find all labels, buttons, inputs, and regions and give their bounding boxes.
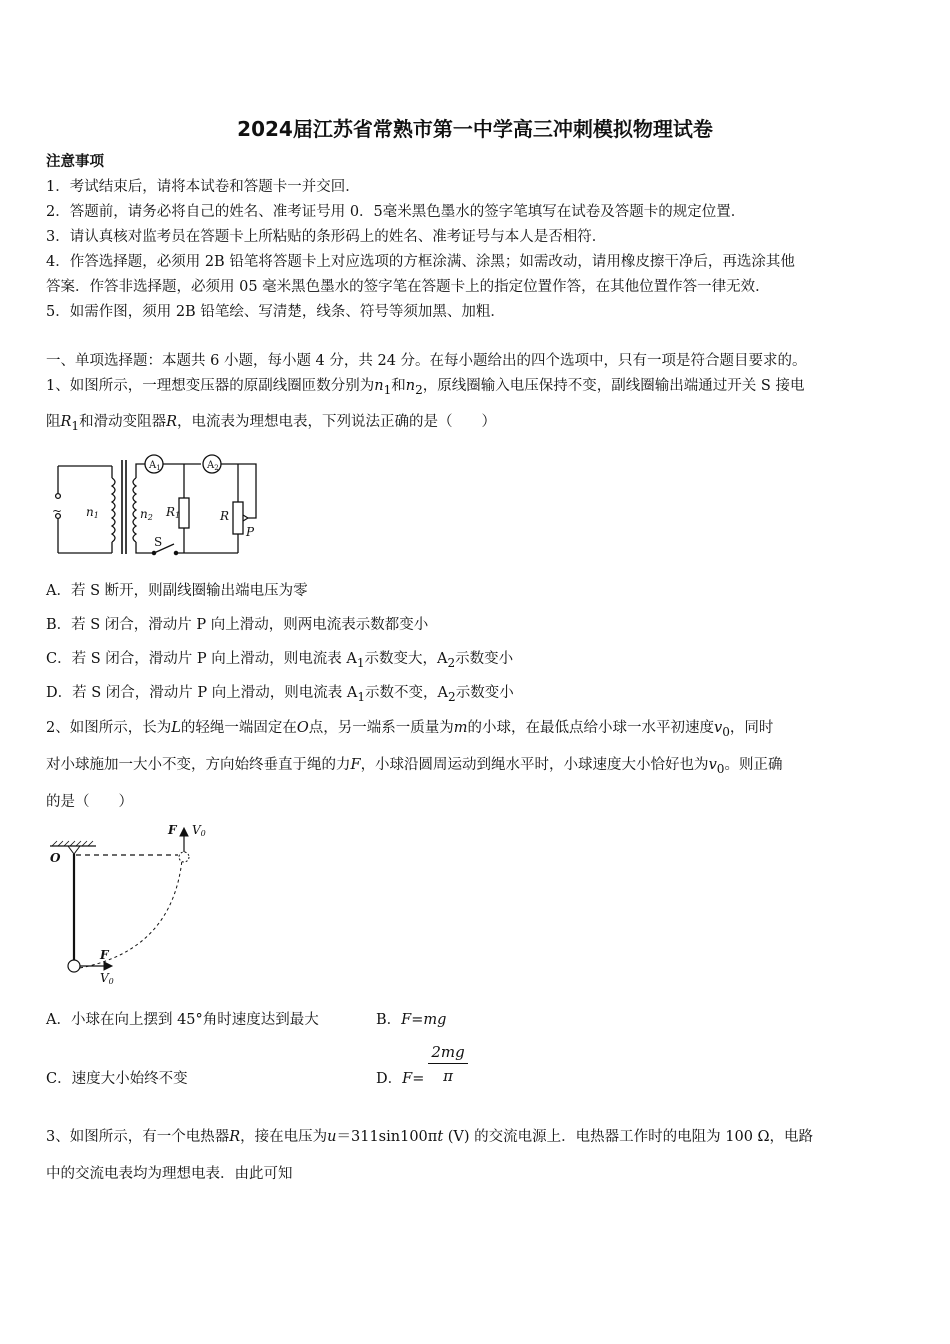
resistor-r-label: R [220,509,230,523]
slider-p-label: P [246,525,255,539]
notice-item: 5．如需作图，须用 2B 铅笔绘、写清楚，线条、符号等须加黑、加粗． [46,304,505,320]
ac-source-symbol: ~ [52,504,63,518]
q2-stem-line2: 对小球施加一大小不变，方向始终垂直于绳的力F，小球沿圆周运动到绳水平时，小球速度大小恰好也为$v_0$。则正确 [46,757,783,776]
fraction-numerator: 2mg [428,1043,468,1064]
notice-item: 1．考试结束后，请将本试卷和答题卡一并交回． [46,179,360,195]
q1-stem-line1: 1、如图所示，一理想变压器的原副线圈匝数分别为$n_1$和$n_2$，原线圈输入电压保持不变，副线圈输出端通过开关 S 接电 [46,378,805,397]
q2-option-d: D．F= [376,1071,425,1087]
svg-text:V0: V0 [100,971,114,986]
q2-stem-line1: 2、如图所示，长为L的轻绳一端固定在O点，另一端系一质量为m的小球，在最低点给小球一水平初速度$v_0$，同时 [46,720,774,739]
n2-label: n [140,507,148,521]
svg-text:n2: n2 [140,507,153,522]
notice-item: 2．答题前，请务必将自己的姓名、准考证号用 0．5毫米黑色墨水的签字笔填写在试卷及答题卡的规定位置． [46,204,746,220]
force-f-top-label: F [168,823,177,837]
svg-text:V0: V0 [192,823,206,838]
velocity-v-bottom-label: V [100,971,109,985]
section-heading: 一、单项选择题：本题共 6 小题，每小题 4 分，共 24 分。在每小题给出的四个选项中，只有一项是符合题目要求的。 [46,353,807,369]
notice-heading: 注意事项 [46,153,104,170]
notice-item: 3．请认真核对监考员在答题卡上所粘贴的条形码上的姓名、准考证号与本人是否相符． [46,229,607,245]
q3-stem-line1: 3、如图所示，有一个电热器R，接在电压为u＝311sin100πt (V) 的交流电源上．电热器工作时的电阻为 100 Ω，电路 [46,1129,814,1145]
force-f-bottom-label: F [100,948,109,962]
page-title: 2024届江苏省常熟市第一中学高三冲刺模拟物理试卷 [237,117,713,141]
svg-text:n1: n1 [86,505,99,520]
notice-item: 答案．作答非选择题，必须用 05 毫米黑色墨水的签字笔在答题卡上的指定位置作答，在其他位置作答一律无效． [46,279,770,295]
ammeter-a1-label: A [149,460,157,471]
notice-item: 4．作答选择题，必须用 2B 铅笔将答题卡上对应选项的方框涂满、涂黑；如需改动，请用橡皮擦干净后，再选涂其他 [46,254,795,270]
q2-option-b: B．F=mg [376,1012,447,1028]
q1-stem-line2: 阻$R_1$和滑动变阻器R，电流表为理想电表，下列说法正确的是（ ） [46,414,497,433]
q1-option-a: A．若 S 断开，则副线圈输出端电压为零 [46,583,308,599]
q2-option-d-fraction [428,1043,468,1085]
ammeter-a2-label: A [207,460,215,471]
pivot-o-label: O [50,851,61,865]
transformer-circuit-figure [50,450,280,560]
switch-s-label: S [154,535,163,549]
q1-option-c: C．若 S 闭合，滑动片 P 向上滑动，则电流表 $A_1$示数变大，$A_2$示数变小 [46,651,514,670]
resistor-r1-label: R [166,505,176,519]
svg-text:A1: $A_1$ [149,460,161,472]
pendulum-figure [44,820,224,990]
fraction-denominator: π [443,1067,453,1085]
svg-text:A2: $A_2$ [207,460,219,472]
q2-stem-line3: 的是（ ） [46,794,133,810]
q3-stem-line2: 中的交流电表均为理想电表．由此可知 [46,1166,293,1182]
velocity-v-top-label: V [192,823,201,837]
n1-label: n [86,505,94,519]
q1-option-b: B．若 S 闭合，滑动片 P 向上滑动，则两电流表示数都变小 [46,617,429,633]
svg-text:R1: R1 [166,505,181,520]
q2-option-c: C．速度大小始终不变 [46,1071,188,1087]
q1-option-d: D．若 S 闭合，滑动片 P 向上滑动，则电流表 $A_1$示数不变，$A_2$示数变小 [46,685,514,704]
q2-option-a: A．小球在向上摆到 45°角时速度达到最大 [46,1012,319,1028]
